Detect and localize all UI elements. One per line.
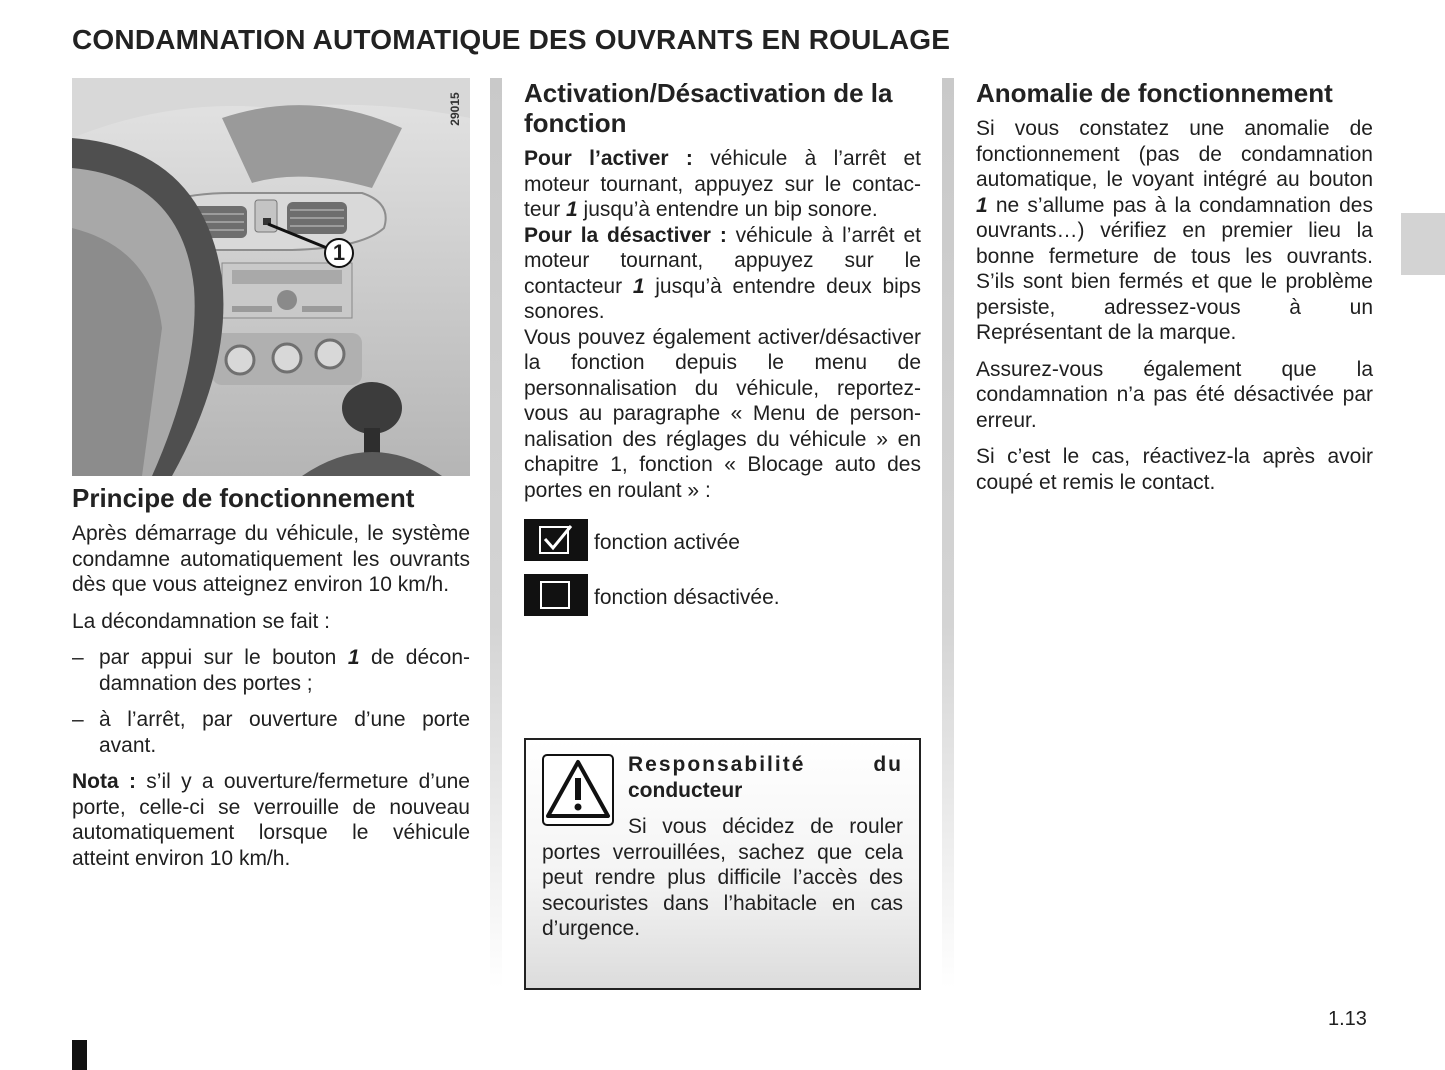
section-title-activation: Activation/Désactivation de la fonction	[524, 78, 893, 138]
activation-paragraph: Pour l’activer : véhicule à l’arrêt et moteur tournant, appuyez sur le contacteur 1 jusqu’à entendre un bip sonore.	[524, 147, 921, 221]
state-deactivated	[524, 574, 921, 616]
page-title: CONDAMNATION AUTOMATIQUE DES OUVRANTS EN ROULAGE	[72, 24, 951, 55]
column-activation	[524, 78, 921, 616]
warning-title: Responsabilité du	[628, 753, 903, 776]
checked-box-icon	[524, 519, 588, 561]
corner-mark	[72, 1040, 87, 1070]
section-title-principe: Principe de fonctionnement	[72, 483, 415, 513]
state-deactivated-label: fonction désactivée.	[594, 586, 780, 609]
anomalie-paragraph-3: Si c’est le cas, réactivez-la après avoir coupé et remis le contact.	[976, 445, 1373, 494]
warning-box	[524, 738, 921, 990]
chapter-tab	[1401, 213, 1445, 275]
warning-title-line2: conducteur	[628, 778, 743, 802]
list-item: – à l’arrêt, par ouverture d’une porte avant.	[72, 707, 470, 758]
state-activated	[524, 519, 921, 561]
menu-paragraph: Vous pouvez également activer/désactiver la fonction depuis le menu de personnalisation du véhicule, reportez-vous au paragraphe « Menu de personnalisation des réglages du véhicule » en chapitre 1, fonction « Blocage auto des portes en roulant » :	[524, 325, 921, 502]
decondamnation-list	[72, 645, 470, 758]
anomalie-paragraph-1: Si vous constatez une anomalie de fonctionnement (pas de condamnation automatique, le voyant intégré au bouton 1 ne s’allume pas à la condamnation des ouvrants…) vérifiez en premier lieu la bonne fermeture de tous les ouvrants. S’ils sont bien fermés et que le problème persiste, adressez-vous à un Représentant de la marque.	[976, 117, 1373, 344]
warning-text: Si vous décidez de rouler portes verrouillées, sachez que cela peut rendre plus difficile l’accès des secouristes dans l’habitacle en cas d’urgence.	[542, 815, 903, 940]
column-anomalie	[976, 78, 1373, 495]
section-title-anomalie: Anomalie de fonctionnement	[976, 78, 1333, 108]
nota-label: Nota :	[72, 770, 136, 793]
decondamnation-intro: La décondamnation se fait :	[72, 609, 331, 633]
warning-icon	[542, 754, 614, 826]
anomalie-paragraph-2: Assurez-vous également que la condamnation n’a pas été désactivée par erreur.	[976, 357, 1373, 432]
deactivation-paragraph: Pour la désactiver : véhicule à l’arrêt et moteur tournant, appuyez sur le contacteur 1 jusqu’à entendre deux bips sonores.	[524, 223, 922, 323]
page-number: 1.13	[1328, 1008, 1367, 1030]
state-activated-label: fonction activée	[594, 531, 740, 554]
empty-box-icon	[524, 574, 588, 616]
dashboard-illustration	[72, 78, 470, 476]
column-principe	[72, 78, 470, 871]
nota-paragraph: Nota : s’il y a ouverture/fermeture d’une porte, celle-ci se verrouille de nouveau automatiquement lorsque le véhicule atteint environ 10 km/h.	[72, 770, 470, 870]
callout-marker: 1	[324, 238, 354, 268]
column-separator	[490, 78, 502, 988]
column-separator	[942, 78, 954, 988]
figure-code: 29015	[448, 92, 462, 126]
principe-paragraph: Après démarrage du véhicule, le système condamne automatiquement les ouvrants dès que vous atteignez environ 10 km/h.	[72, 522, 470, 596]
dashboard-photo	[72, 78, 470, 476]
list-item: – par appui sur le bouton 1 de décondamnation des portes ;	[72, 645, 470, 696]
